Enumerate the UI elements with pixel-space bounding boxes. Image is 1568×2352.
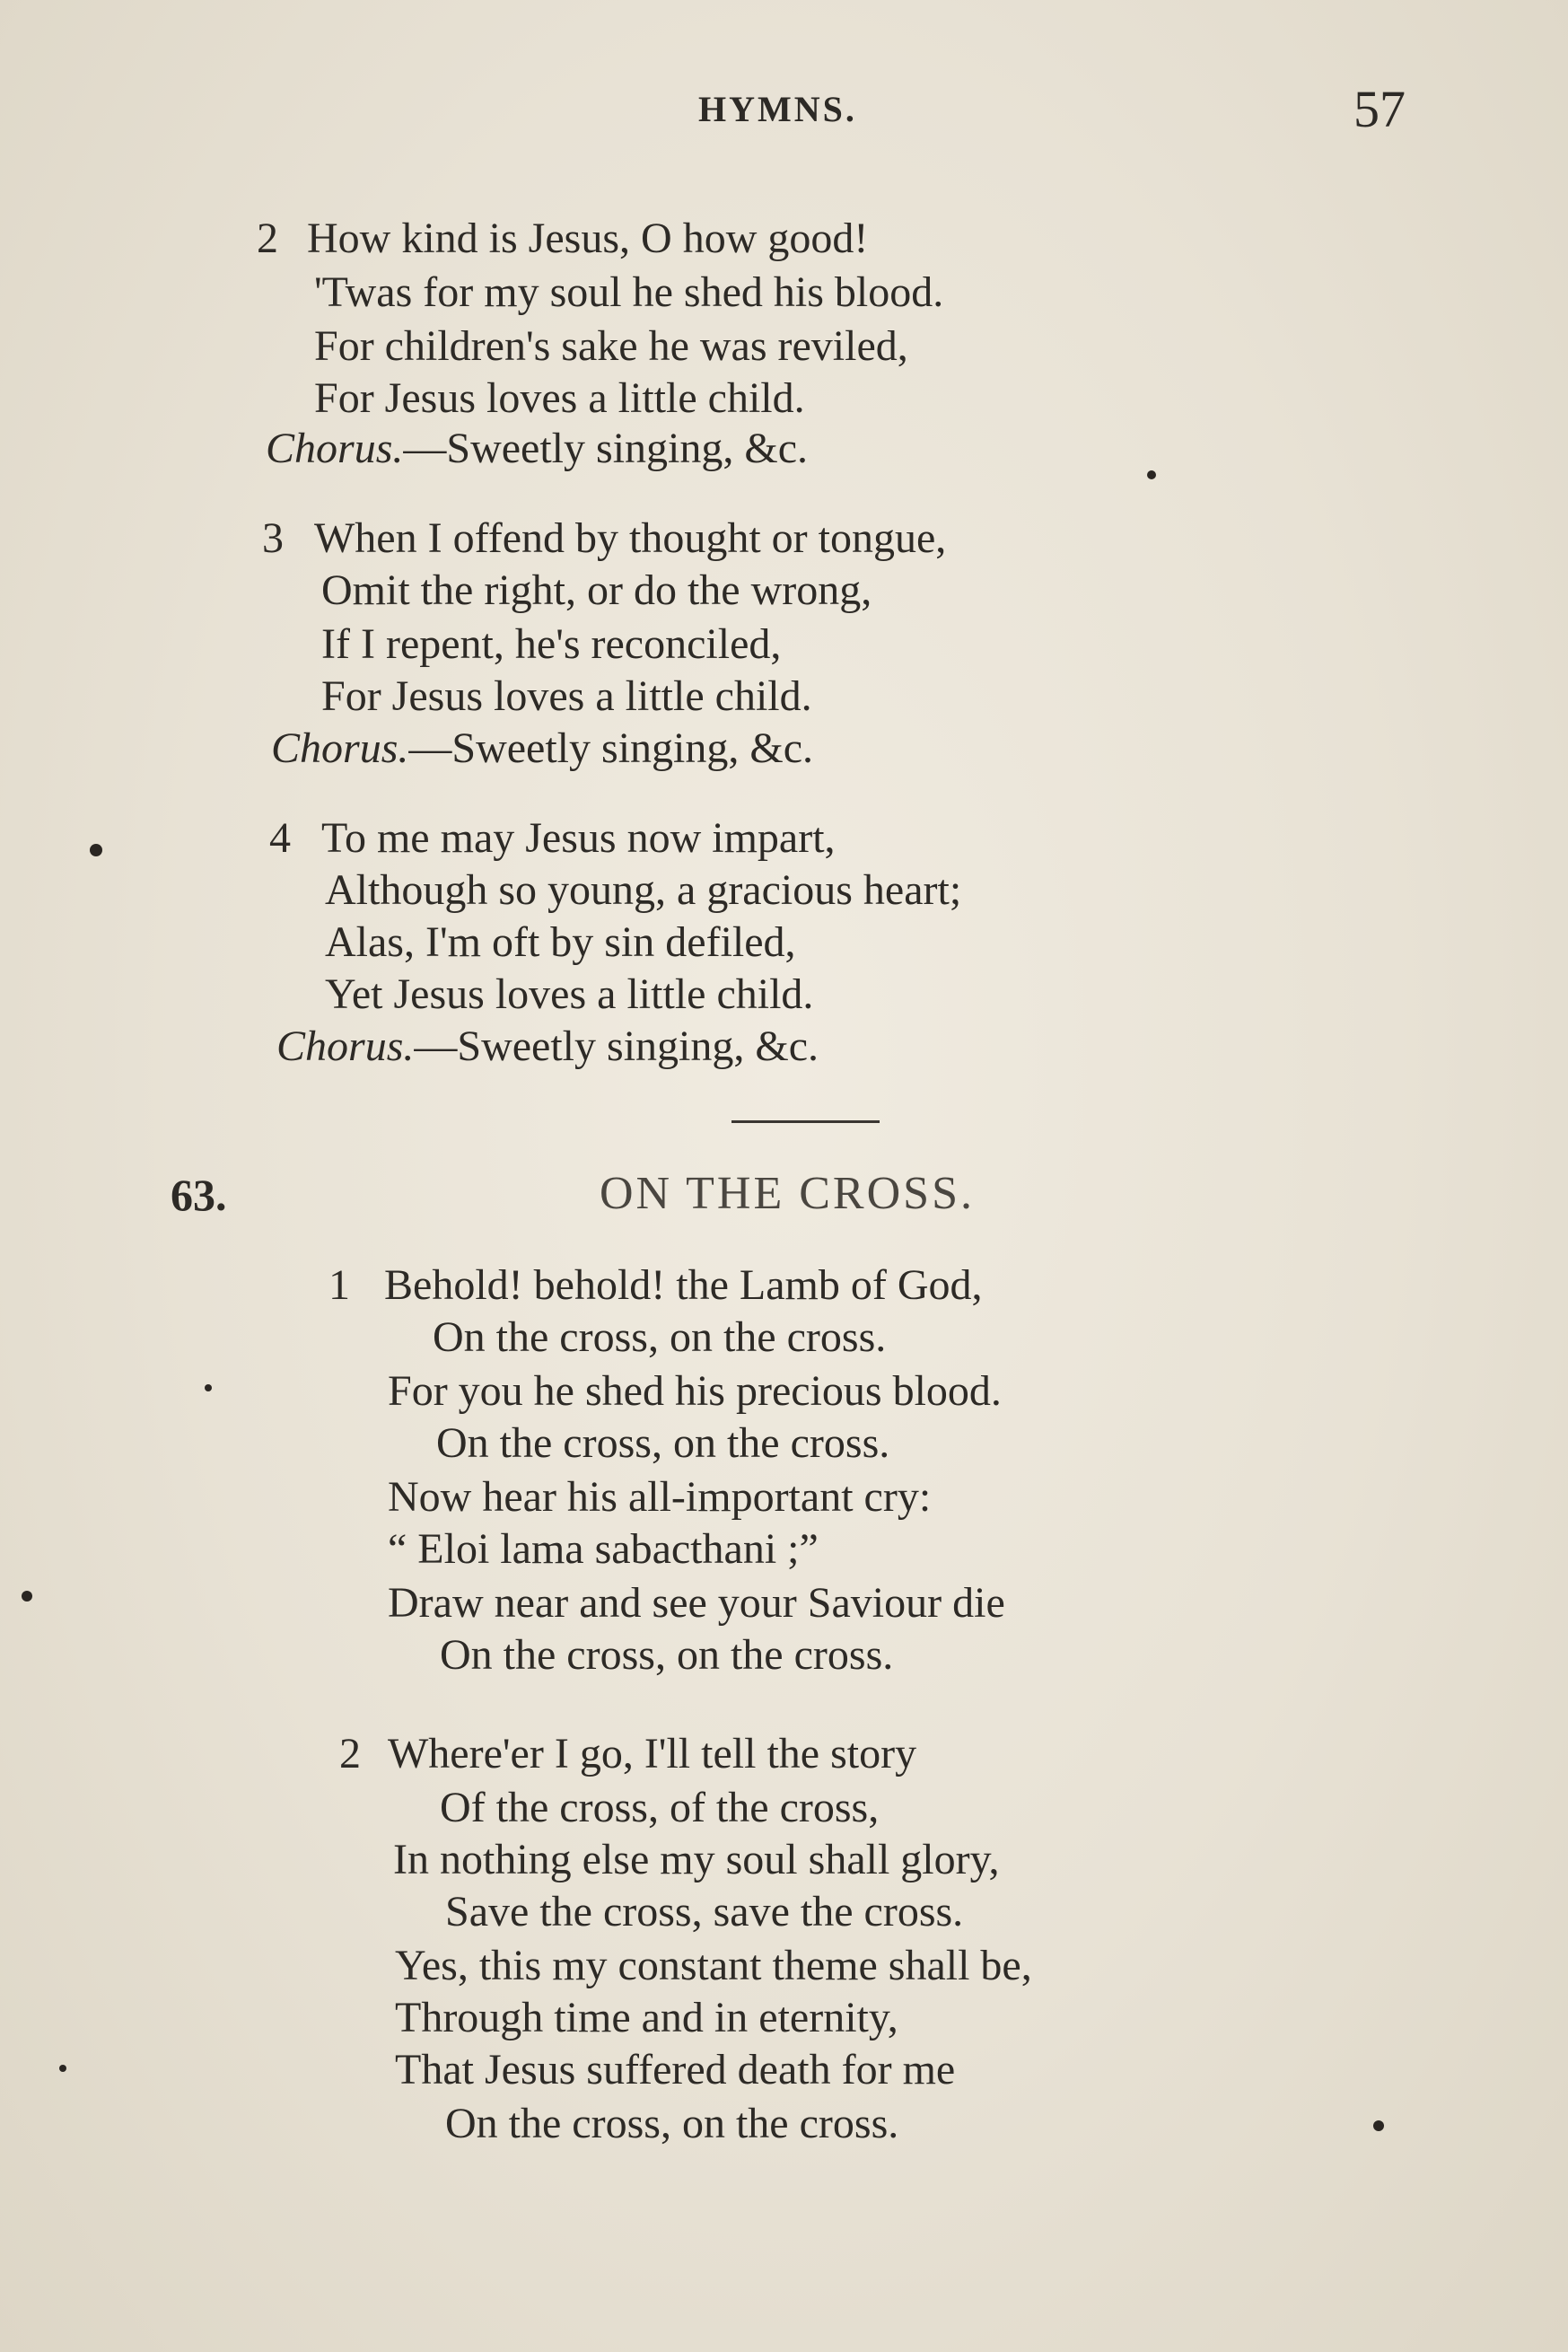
chorus-line [266, 422, 808, 476]
paper-speck [205, 1384, 212, 1391]
running-header: HYMNS. [698, 89, 857, 129]
paper-speck [1373, 2120, 1384, 2131]
hymn-title: ON THE CROSS. [600, 1168, 976, 1219]
paper-speck [59, 2065, 66, 2072]
verse-line: If I repent, he's reconciled, [321, 620, 782, 668]
verse-line: For Jesus loves a little child. [314, 374, 805, 422]
chorus-label: Chorus. [266, 425, 404, 472]
verse-line: For children's sake he was reviled, [314, 322, 908, 370]
paper-speck [90, 844, 102, 856]
verse-line: For Jesus loves a little child. [321, 672, 812, 720]
verse-line: Although so young, a gracious heart; [325, 866, 962, 914]
verse-line: Save the cross, save the cross. [445, 1888, 964, 1935]
page-number: 57 [1353, 80, 1406, 138]
verse-line: “ Eloi lama sabacthani ;” [388, 1525, 819, 1573]
verse-number: 1 [328, 1261, 350, 1309]
chorus-text: —Sweetly singing, &c. [403, 425, 809, 472]
verse-line: Yes, this my constant theme shall be, [395, 1942, 1032, 1989]
hymn-number: 63. [171, 1170, 227, 1220]
verse-line: On the cross, on the cross. [440, 1631, 894, 1679]
verse-number: 4 [269, 814, 291, 862]
chorus-line [276, 1020, 819, 1074]
verse-line: Alas, I'm oft by sin defiled, [325, 918, 796, 966]
verse-line: On the cross, on the cross. [436, 1419, 890, 1467]
verse-number: 3 [262, 514, 284, 562]
verse-line: 'Twas for my soul he shed his blood. [314, 268, 944, 316]
verse-line: For you he shed his precious blood. [388, 1367, 1002, 1415]
verse-line: To me may Jesus now impart, [321, 814, 836, 862]
verse-line: Now hear his all-important cry: [388, 1473, 932, 1521]
verse-number: 2 [339, 1730, 361, 1777]
verse-line: When I offend by thought or tongue, [314, 514, 947, 562]
verse-line: Of the cross, of the cross, [440, 1784, 880, 1831]
chorus-line [271, 722, 813, 776]
verse-line: That Jesus suffered death for me [395, 2046, 956, 2093]
verse-line: Behold! behold! the Lamb of God, [384, 1261, 983, 1309]
verse-line: On the cross, on the cross. [433, 1313, 887, 1361]
verse-line: Through time and in eternity, [395, 1994, 898, 2041]
verse-line: How kind is Jesus, O how good! [307, 215, 869, 262]
verse-line: Omit the right, or do the wrong, [321, 566, 872, 614]
verse-line: On the cross, on the cross. [445, 2100, 899, 2147]
paper-speck [22, 1591, 32, 1602]
verse-line: Yet Jesus loves a little child. [325, 970, 814, 1018]
chorus-label: Chorus. [271, 724, 409, 772]
verse-line: Draw near and see your Saviour die [388, 1579, 1005, 1627]
verse-line: In nothing else my soul shall glory, [393, 1836, 1000, 1883]
chorus-text: —Sweetly singing, &c. [414, 1022, 819, 1070]
verse-number: 2 [257, 215, 278, 262]
section-divider [731, 1120, 880, 1123]
chorus-label: Chorus. [276, 1022, 415, 1070]
paper-speck [1147, 470, 1156, 479]
chorus-text: —Sweetly singing, &c. [408, 724, 814, 772]
verse-line: Where'er I go, I'll tell the story [388, 1730, 917, 1777]
